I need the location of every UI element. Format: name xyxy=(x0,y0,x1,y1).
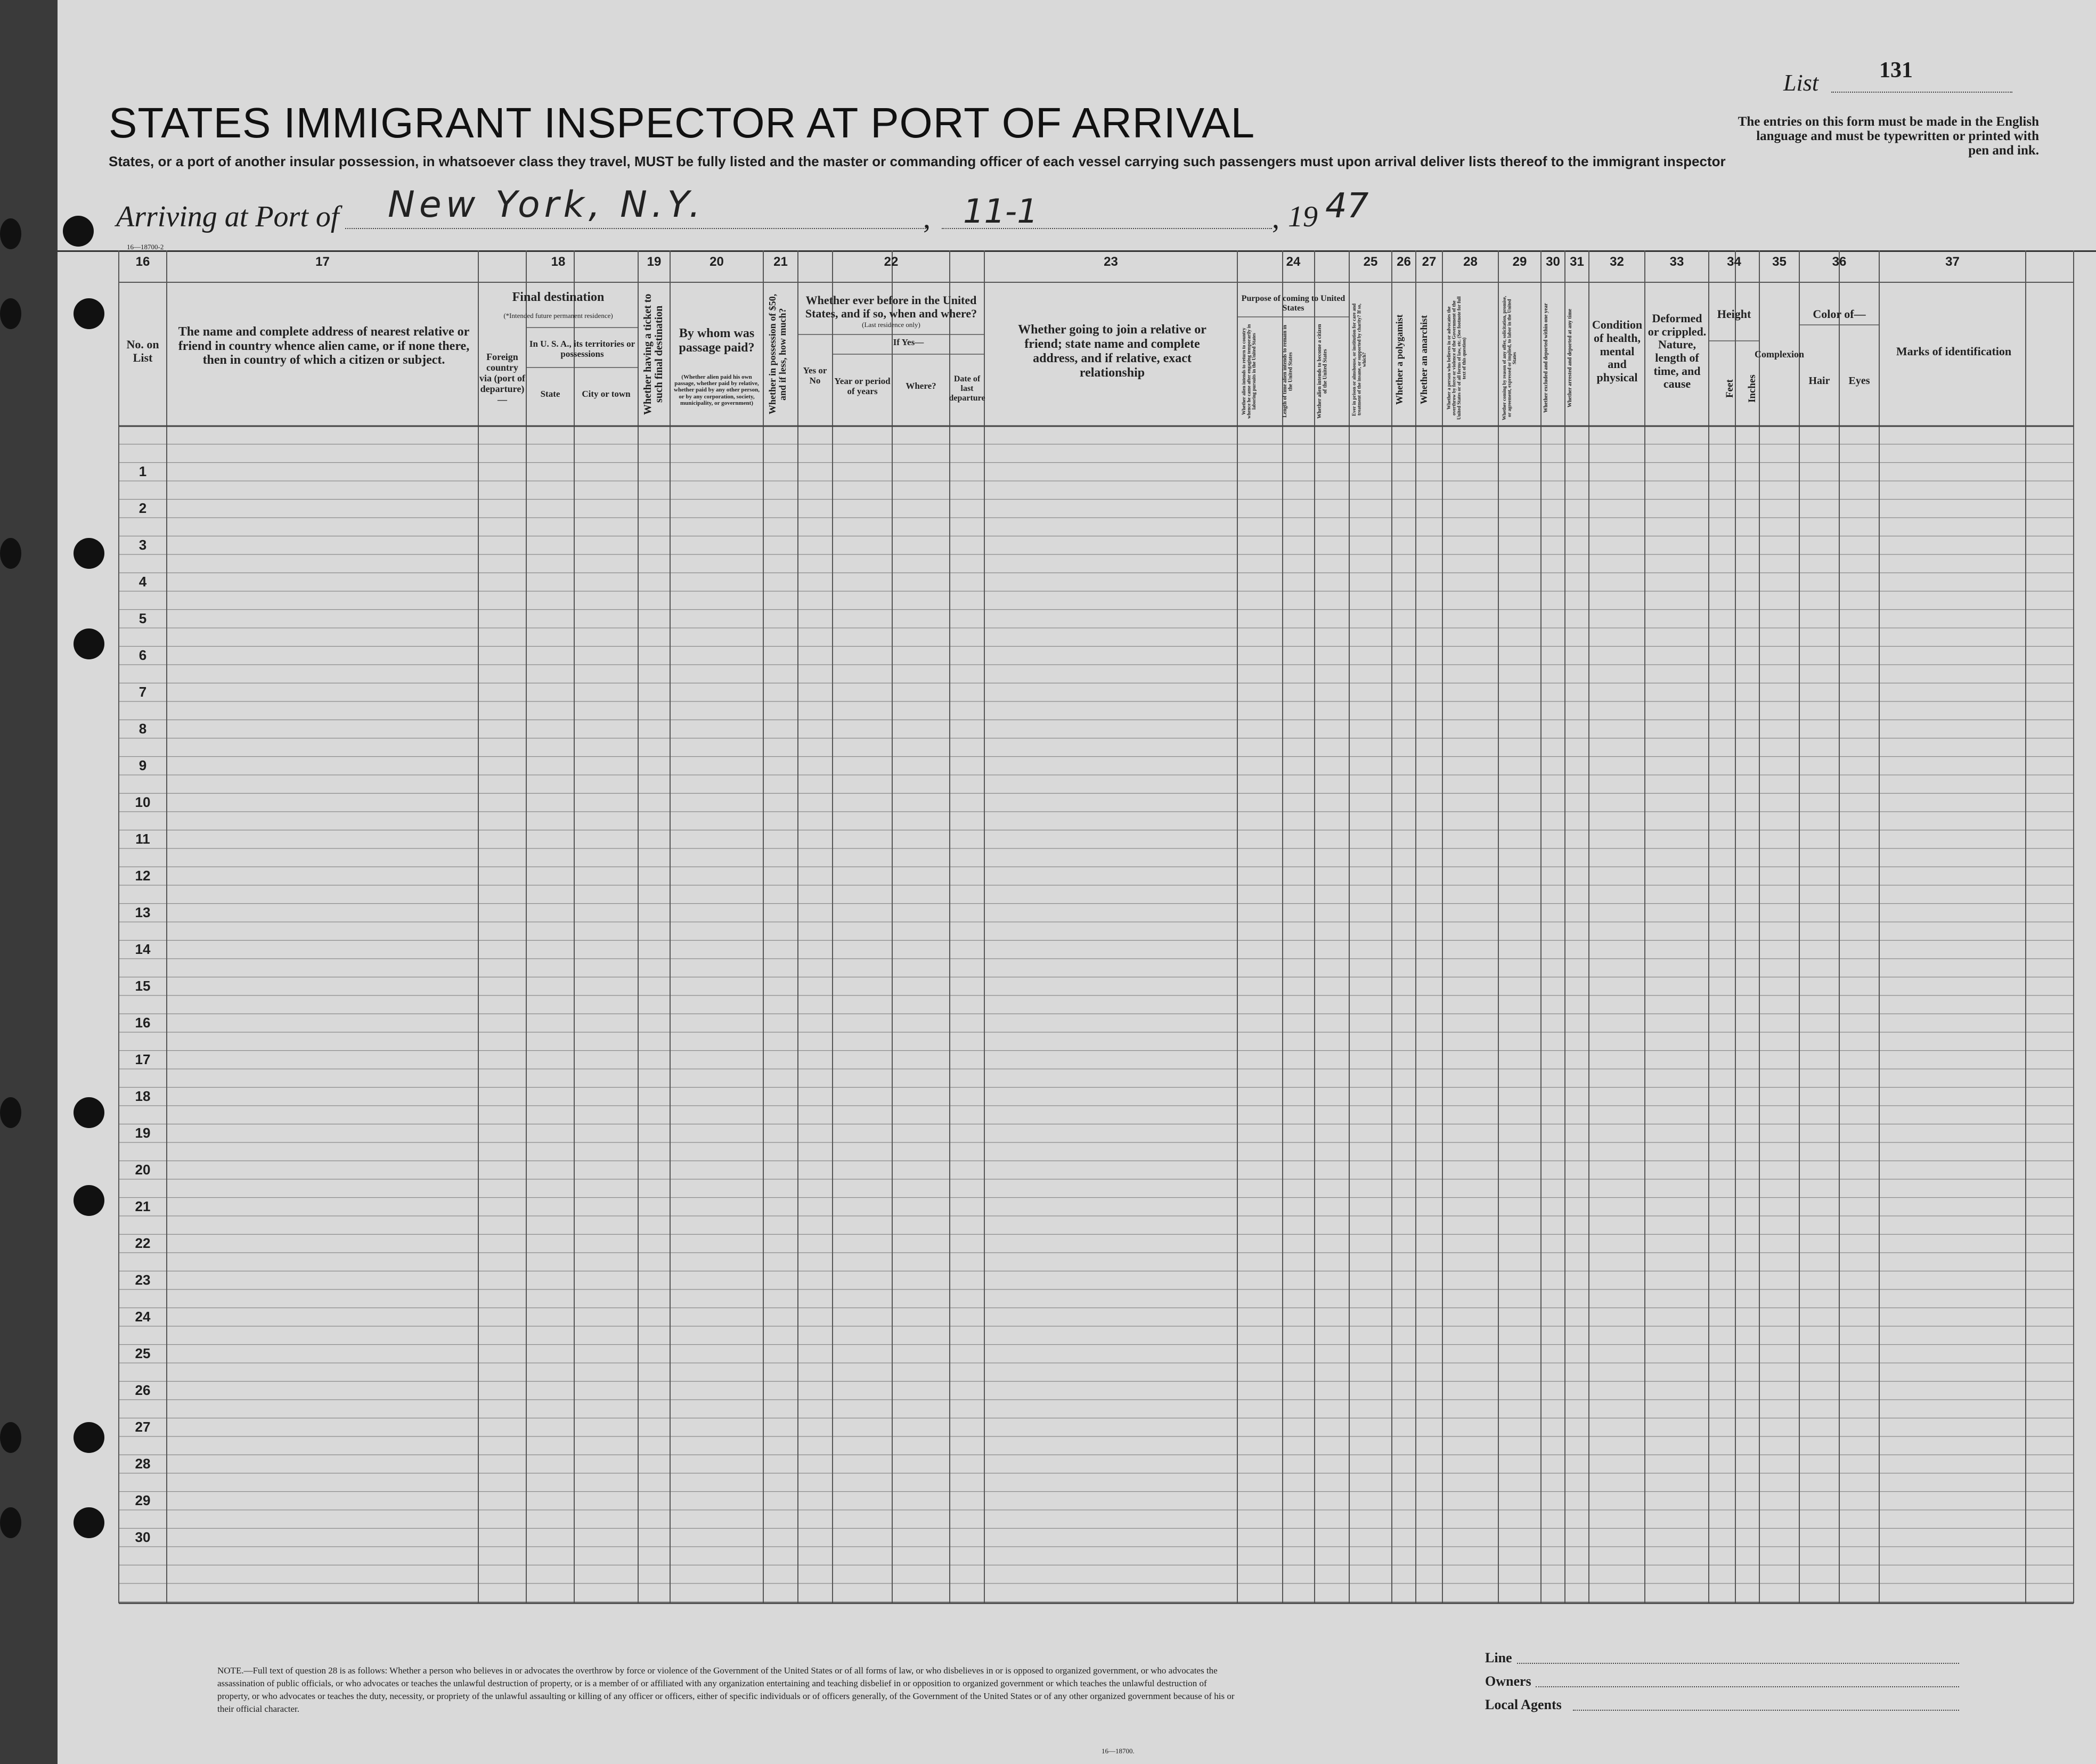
col-22-period-label: Year or period of years xyxy=(834,375,891,396)
list-label: List xyxy=(1783,70,1819,96)
col-18-city-label: City or town xyxy=(582,389,631,399)
year-prefix: 19 xyxy=(1288,200,1318,233)
row-number: 27 xyxy=(135,1419,151,1435)
col-19-label: Whether having a ticket to such final destination xyxy=(642,293,665,415)
col-21-label: Whether in possession of $50, and if less, how much? xyxy=(767,293,788,415)
question-28-footnote: NOTE.—Full text of question 28 is as follows: Whether a person who believes in or advocates the overthrow by force or violence of the Government of the United States or of all forms of law, or who disbelieves in or is opposed to organized government, or who advocates the assassination of public officials, or who advocates or teaches the unlawful destruction of property, or is a member of or affiliated with any organization entertaining and teaching disbelief in or opposition to organized government or which teaches the unlawful destruction of property, or who advocates or teaches the duty, necessity, or propriety of the unlawful assaulting or killing of any officer or officers, either of specific individuals or of officers generally, of the Government of the United States or of any other organized government because of his or their official character. xyxy=(217,1665,1235,1714)
col-18-state-label: State xyxy=(540,389,560,399)
arrival-date-handwritten: 11-1 xyxy=(963,192,1038,231)
col-22-date-label: Date of last departure xyxy=(949,374,985,403)
col-36-label: Color of— xyxy=(1813,307,1866,321)
col-18-usa-label: In U. S. A., its territories or possessions xyxy=(529,338,635,359)
row-number: 15 xyxy=(135,978,151,994)
row-number: 6 xyxy=(138,647,147,663)
col-17-label: The name and complete address of nearest relative or friend in country whence alien came, or if none there, then in country of which a citizen or subject. xyxy=(178,324,470,368)
col-20-number: 20 xyxy=(709,255,724,269)
col-16-label: No. on List xyxy=(126,338,159,364)
col-25-number: 25 xyxy=(1363,255,1378,269)
col-28-label: Whether a person who believes in or advocates the overthrow by force or violence of the Government of the United States or of all forms of law, etc. (See footnote for full text of this question) xyxy=(1446,296,1467,420)
row-number: 17 xyxy=(135,1051,151,1067)
col-24-citizen-label: Whether alien intends to become a citizen of the United States xyxy=(1317,324,1328,419)
local-agents-label: Local Agents xyxy=(1485,1697,1562,1712)
row-number: 24 xyxy=(135,1309,151,1325)
col-36-number: 36 xyxy=(1832,255,1847,269)
col-34-inches-label: Inches xyxy=(1747,374,1758,403)
row-number: 8 xyxy=(138,721,147,737)
col-33-number: 33 xyxy=(1669,255,1684,269)
row-number: 25 xyxy=(135,1345,151,1361)
arriving-port-label: Arriving at Port of xyxy=(116,200,339,233)
col-26-label: Whether a polygamist xyxy=(1394,314,1405,405)
col-20-label: By whom was passage paid? xyxy=(679,326,755,355)
col-24-length-label: Length of time alien intends to remain in the United States xyxy=(1282,325,1294,418)
col-37-label: Marks of identification xyxy=(1896,344,2012,358)
col-16-number: 16 xyxy=(135,255,150,269)
col-18-number: 18 xyxy=(551,255,566,269)
owners-field xyxy=(1536,1686,1959,1687)
col-23-number: 23 xyxy=(1104,255,1118,269)
col-36-hair-label: Hair xyxy=(1808,374,1830,387)
row-number: 12 xyxy=(135,868,151,884)
binder-hole-shadow xyxy=(0,538,21,569)
row-number: 22 xyxy=(135,1235,151,1251)
col-18-foreign-label: Foreign country via (port of departure)— xyxy=(479,351,525,405)
col-21-number: 21 xyxy=(773,255,788,269)
row-number: 10 xyxy=(135,794,151,810)
binder-hole xyxy=(74,1422,104,1453)
immigration-manifest-sheet xyxy=(58,0,2096,1764)
col-29-label: Whether coming by reason of any offer, solicitation, promise, or agreement, expressed or implied, to labor in the United States xyxy=(1502,296,1517,421)
row-number: 13 xyxy=(135,904,151,920)
binder-hole xyxy=(74,1185,104,1216)
date-comma: , xyxy=(1272,202,1279,235)
col-34-feet-label: Feet xyxy=(1724,379,1735,398)
port-comma: , xyxy=(923,202,931,235)
col-24-label: Purpose of coming to United States xyxy=(1241,294,1345,313)
col-34-number: 34 xyxy=(1727,255,1741,269)
row-number: 3 xyxy=(138,537,147,553)
col-27-label: Whether an anarchist xyxy=(1418,315,1429,404)
row-number: 20 xyxy=(135,1162,151,1178)
col-28-number: 28 xyxy=(1463,255,1478,269)
col-20-note: (Whether alien paid his own passage, whether paid by relative, whether paid by any other person, or by any corporation, society, municipality, or government) xyxy=(674,373,760,406)
col-19-number: 19 xyxy=(647,255,662,269)
col-36-eyes-label: Eyes xyxy=(1848,374,1870,387)
col-18-note: (*Intended future permanent residence) xyxy=(503,311,613,320)
row-number: 29 xyxy=(135,1492,151,1508)
form-title: STATES IMMIGRANT INSPECTOR AT PORT OF ARRIVAL xyxy=(109,99,1255,146)
col-30-label: Whether excluded and deported within one year xyxy=(1543,303,1549,413)
year-handwritten: 47 xyxy=(1325,186,1369,226)
binder-hole-shadow xyxy=(0,1097,21,1128)
col-22-ifyes-label: If Yes— xyxy=(893,337,924,348)
binder-hole xyxy=(74,538,104,569)
col-22-label: Whether ever before in the United States, and if so, when and where? xyxy=(805,293,977,320)
col-30-number: 30 xyxy=(1546,255,1560,269)
binder-hole-shadow xyxy=(0,218,21,249)
row-number: 26 xyxy=(135,1382,151,1398)
col-32-label: Condition of health, mental and physical xyxy=(1592,318,1643,384)
col-37-number: 37 xyxy=(1945,255,1960,269)
binder-hole xyxy=(74,1097,104,1128)
col-22-yesno-label: Yes or No xyxy=(803,365,827,386)
row-number: 14 xyxy=(135,941,151,957)
row-number: 28 xyxy=(135,1456,151,1472)
binder-hole xyxy=(74,298,104,329)
row-number: 19 xyxy=(135,1125,151,1141)
row-number: 9 xyxy=(138,757,147,773)
col-22-note: (Last residence only) xyxy=(862,320,920,329)
col-31-number: 31 xyxy=(1570,255,1584,269)
row-number: 23 xyxy=(135,1272,151,1288)
col-27-number: 27 xyxy=(1422,255,1437,269)
col-17-number: 17 xyxy=(315,255,330,269)
row-number: 2 xyxy=(138,500,147,516)
binder-hole xyxy=(74,628,104,659)
col-23-label: Whether going to join a relative or friend; state name and complete address, and if relative, exact relationship xyxy=(1018,323,1206,380)
line-field xyxy=(1517,1663,1959,1664)
row-number: 5 xyxy=(138,610,147,626)
binder-hole xyxy=(63,216,94,247)
binder-hole xyxy=(74,1507,104,1538)
row-number: 11 xyxy=(135,831,150,847)
col-33-label: Deformed or crippled. Nature, length of time, and cause xyxy=(1648,312,1707,391)
col-35-number: 35 xyxy=(1772,255,1787,269)
col-31-label: Whether arrested and deported at any time xyxy=(1567,308,1573,408)
binder-hole-shadow xyxy=(0,1507,21,1538)
row-number: 4 xyxy=(138,574,147,590)
form-code: 16—18700-2 xyxy=(127,243,164,251)
port-handwritten-value: New York, N.Y. xyxy=(388,184,705,226)
col-24-number: 24 xyxy=(1286,255,1301,269)
col-22-number: 22 xyxy=(884,255,899,269)
owners-label: Owners xyxy=(1485,1673,1531,1689)
row-number: 1 xyxy=(138,463,147,479)
footnote-code: 16—18700. xyxy=(1102,1747,1135,1755)
col-26-number: 26 xyxy=(1397,255,1411,269)
col-29-number: 29 xyxy=(1512,255,1527,269)
line-label: Line xyxy=(1485,1650,1512,1665)
row-number: 16 xyxy=(135,1015,151,1031)
col-22-where-label: Where? xyxy=(906,381,936,391)
list-number: 131 xyxy=(1879,58,1913,83)
row-number: 30 xyxy=(135,1529,151,1545)
binder-hole-shadow xyxy=(0,298,21,329)
col-18-label: Final destination xyxy=(512,290,605,304)
binder-hole-shadow xyxy=(0,1422,21,1453)
row-number: 18 xyxy=(135,1088,151,1104)
col-24-return-label: Whether alien intends to return to country whence he came after engaging temporarily in laboring pursuits in the United States xyxy=(1241,324,1257,419)
col-35-label: Complexion xyxy=(1755,348,1805,360)
col-32-number: 32 xyxy=(1610,255,1624,269)
entries-instruction-note: The entries on this form must be made in the English language and must be typewritten or printed with pen and ink. xyxy=(1738,115,2039,158)
local-agents-field xyxy=(1573,1710,1959,1711)
row-number: 7 xyxy=(138,684,147,700)
form-subtitle: States, or a port of another insular possession, in whatsoever class they travel, MUST be fully listed and the master or commanding officer of each vessel carrying such passengers must upon arrival deliver lists thereof to the immigrant inspector xyxy=(109,153,1726,169)
col-34-label: Height xyxy=(1717,307,1751,321)
row-number: 21 xyxy=(135,1198,151,1214)
col-25-label: Ever in prison or almshouse, or institution for care and treatment of the insane, or supported by charity? If so, which? xyxy=(1351,303,1367,416)
